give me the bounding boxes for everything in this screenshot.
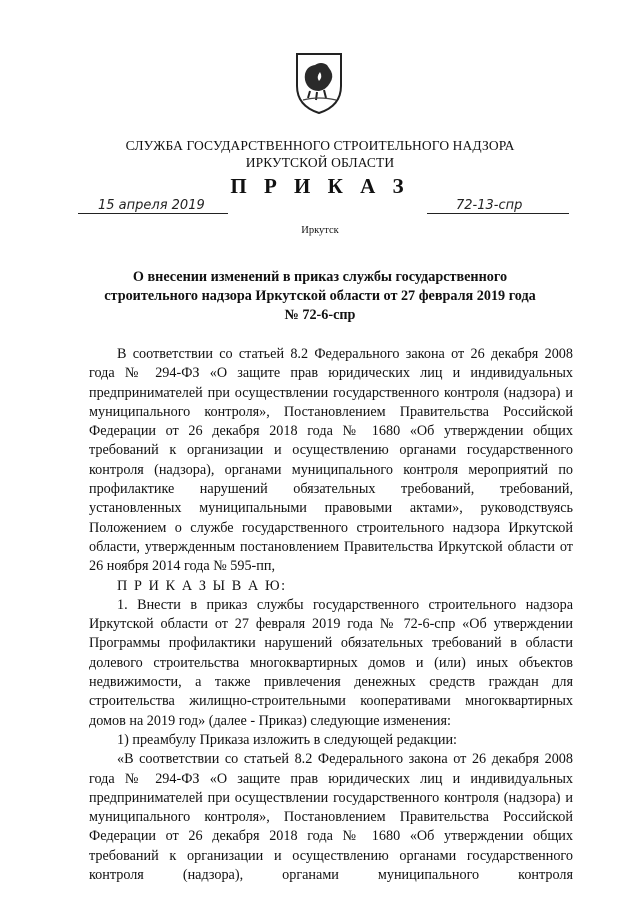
handwritten-date: 15 апреля 2019 (98, 198, 205, 213)
heading-line-1: О внесении изменений в приказ службы государственного (132, 269, 508, 285)
city-name: Иркутск (301, 225, 339, 236)
preamble-paragraph: В соответствии со статьей 8.2 Федерального закона от 26 декабря 2008 года № 294-ФЗ «О защите прав юридических лиц и индивидуальных предпринимателей при осуществлении государственного контроля (надзора) и муниципального контроля», Постановлением Правительства Российской Федерации от 26 декабря 2018 года № 1680 «Об утверждении общих требований к организации и осуществлению органами государственного контроля (надзора), органами муниципального контроля мероприятий по профилактике нарушений обязательных требований, требований, установленных муниципальными правовыми актами», руководствуясь Положением о службе государственного строительного надзора Иркутской области, утвержденным постановлением Правительства Иркутской области от 26 ноября 2014 года № 595-пп, (89, 346, 573, 575)
item-1-paragraph: 1. Внести в приказ службы государственного строительного надзора Иркутской области от 27 февраля 2019 года № 72-6-спр «Об утверждении Программы профилактики нарушений обязательных требований в области долевого строительства многоквартирных домов и (или) иных объектов недвижимости, а также привлечения денежных средств граждан для строительства жилищно-строительными кооперативами многоквартирных домов на 2019 год» (далее - Приказ) следующие изменения: (89, 596, 573, 729)
irkutsk-coat-of-arms-emblem (292, 50, 346, 116)
agency-line-1: СЛУЖБА ГОСУДАРСТВЕННОГО СТРОИТЕЛЬНОГО НАДЗОРА (125, 138, 515, 153)
prikazyvayu-line: П Р И К А З Ы В А Ю: (117, 577, 287, 594)
agency-line-2: ИРКУТСКОЙ ОБЛАСТИ (245, 155, 395, 170)
heading-line-3: № 72-6-спр (284, 307, 356, 323)
date-underline (78, 213, 228, 214)
quoted-preamble-paragraph: «В соответствии со статьей 8.2 Федерального закона от 26 декабря 2008 года № 294-ФЗ «О защите прав юридических лиц и индивидуальных предпринимателей при осуществлении государственного контроля (надзора) и муниципального контроля», Постановлением Правительства Российской Федерации от 26 декабря 2018 года № 1680 «Об утверждении общих требований к организации и осуществлению органами государственного контроля (надзора), органами муниципального контроля (89, 751, 573, 884)
order-body (89, 345, 573, 885)
number-underline (427, 213, 569, 214)
order-title: П Р И К А З (230, 174, 410, 198)
order-heading (0, 268, 640, 325)
item-1-1-paragraph: 1) преамбулу Приказа изложить в следующей редакции: (117, 731, 457, 748)
agency-name (0, 137, 640, 171)
handwritten-order-number: 72-13-спр (456, 198, 523, 213)
heading-line-2: строительного надзора Иркутской области от 27 февраля 2019 года (104, 288, 536, 304)
